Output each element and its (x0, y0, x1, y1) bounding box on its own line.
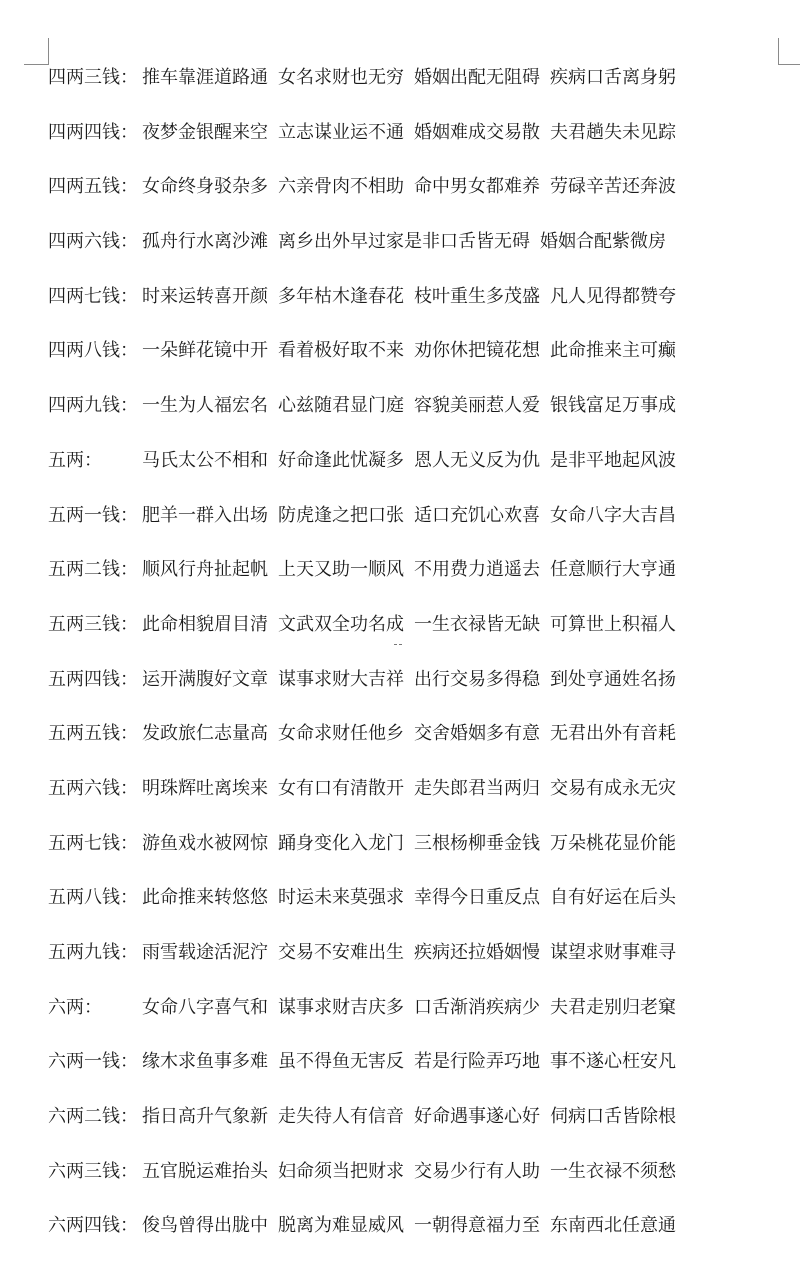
verse-phrase: 五官脱运难抬头 (142, 1160, 268, 1182)
verse-phrase: 若是行险弄巧地 (414, 1051, 540, 1073)
verse-phrase: 上天又助一顺风 (278, 559, 404, 581)
verse-phrase: 此命相貌眉目清 (142, 613, 268, 635)
line-label: 五两四钱： (48, 668, 138, 690)
text-line (48, 333, 788, 388)
verse-phrase: 交易有成永无灾 (550, 777, 676, 799)
line-label: 四两九钱： (48, 395, 138, 417)
verse-phrase: 不用费力逍遥去 (414, 559, 540, 581)
line-label: 五两二钱： (48, 559, 138, 581)
verse-phrase: 妇命须当把财求 (278, 1160, 404, 1182)
verse-phrase: 女有口有清散开 (278, 777, 404, 799)
verse-phrase: 到处亨通姓名扬 (550, 668, 676, 690)
line-label: 五两七钱： (48, 832, 138, 854)
text-line (48, 1099, 788, 1154)
verse-phrase: 伺病口舌皆除根 (550, 1106, 676, 1128)
text-body (48, 60, 788, 1263)
text-line (48, 552, 788, 607)
verse-phrase: 女名求财也无穷 (278, 67, 404, 88)
verse-phrase: 走失郎君当两归 (414, 777, 540, 799)
verse-phrase: 女命求财任他乡 (278, 723, 404, 745)
text-line (48, 115, 788, 170)
line-label: 四两五钱： (48, 176, 138, 198)
verse-phrase: 命中男女都难养 (414, 176, 540, 198)
verse-phrase: 幸得今日重反点 (414, 887, 540, 909)
verse-phrase: 夫君走别归老窠 (550, 996, 676, 1018)
verse-phrase: 夫君趟失未见踪 (550, 121, 676, 143)
verse-phrase: 交舍婚姻多有意 (414, 723, 540, 745)
verse-phrase: 此命推来主可癫 (550, 340, 676, 362)
verse-phrase: 恩人无义反为仇 (414, 449, 540, 471)
verse-phrase: 疾病还拉婚姻慢 (414, 942, 540, 963)
text-line (48, 1208, 788, 1263)
verse-phrase: 顺风行舟扯起帆 (142, 559, 268, 581)
verse-phrase: 一生为人福宏名 (142, 395, 268, 417)
line-label: 四两八钱： (48, 340, 138, 362)
verse-phrase: 是非平地起风波 (550, 449, 676, 471)
line-label: 五两一钱： (48, 504, 138, 526)
text-line (48, 935, 788, 990)
verse-phrase: 一生衣禄不须愁 (550, 1160, 676, 1182)
text-line (48, 1154, 788, 1209)
verse-phrase: 脱离为难显威风 (278, 1215, 404, 1237)
verse-phrase: 三根杨柳垂金钱 (414, 832, 540, 854)
line-label: 五两八钱： (48, 887, 138, 909)
line-label: 四两七钱： (48, 285, 138, 307)
verse-phrase: 踊身变化入龙门 (278, 832, 404, 854)
verse-phrase: 女命终身驳杂多 (142, 176, 268, 198)
margin-corner-mark-left (24, 38, 49, 65)
line-label: 四两四钱： (48, 121, 138, 143)
verse-phrase: 好命遇事遂心好 (414, 1106, 540, 1128)
verse-phrase: 谋事求财吉庆多 (278, 996, 404, 1018)
verse-phrase: 一朵鲜花镜中开 (142, 340, 268, 362)
text-line (48, 1044, 788, 1099)
verse-phrase: 谋望求财事难寻 (550, 942, 676, 963)
verse-phrase: 俊鸟曾得出胧中 (142, 1215, 268, 1237)
verse-phrase: 适口充饥心欢喜 (414, 504, 540, 526)
text-line (48, 388, 788, 443)
verse-phrase: 婚姻难成交易散 (414, 121, 540, 143)
line-label: 六两： (48, 996, 102, 1018)
verse-phrase: 可算世上积福人 (550, 613, 676, 635)
verse-phrase: 明珠辉吐离埃来 (142, 777, 268, 799)
verse-phrase: 出行交易多得稳 (414, 668, 540, 690)
verse-phrase: 劳碌辛苦还奔波 (550, 176, 676, 198)
verse-phrase: 东南西北任意通 (550, 1215, 676, 1237)
verse-phrase: 一朝得意福力至 (414, 1215, 540, 1237)
verse-phrase: 防虎逢之把口张 (278, 504, 404, 526)
verse-phrase: 六亲骨肉不相助 (278, 176, 404, 198)
verse-phrase: 发政旅仁志量高 (142, 723, 268, 745)
verse-phrase: 离乡出外早过家是非口舌皆无碍 (278, 231, 530, 253)
verse-phrase: 口舌渐消疾病少 (414, 996, 540, 1018)
verse-phrase: 自有好运在后头 (550, 887, 676, 909)
verse-phrase: 无君出外有音耗 (550, 723, 676, 745)
line-label: 六两二钱： (48, 1106, 138, 1128)
line-label: 五两五钱： (48, 723, 138, 745)
line-label: 五两六钱： (48, 777, 138, 799)
line-label: 六两三钱： (48, 1160, 138, 1182)
verse-phrase: 容貌美丽惹人爱 (414, 395, 540, 417)
verse-phrase: 任意顺行大亨通 (550, 559, 676, 581)
text-line (48, 771, 788, 826)
verse-phrase: 心兹随君显门庭 (278, 395, 404, 417)
verse-phrase: 万朵桃花显价能 (550, 832, 676, 854)
line-label: 五两： (48, 449, 102, 471)
verse-phrase: 劝你休把镜花想 (414, 340, 540, 362)
text-line (48, 498, 788, 553)
line-label: 四两三钱： (48, 67, 138, 88)
verse-phrase: 运开满腹好文章 (142, 668, 268, 690)
verse-phrase: 文武双全功名成 (278, 613, 404, 635)
text-line (48, 224, 788, 279)
verse-phrase: 缘木求鱼事多难 (142, 1051, 268, 1073)
line-label: 四两六钱： (48, 231, 138, 253)
verse-phrase: 枝叶重生多茂盛 (414, 285, 540, 307)
text-cursor-mark (394, 644, 402, 648)
verse-phrase: 肥羊一群入出场 (142, 504, 268, 526)
line-label: 五两三钱： (48, 613, 138, 635)
verse-phrase: 雨雪载途活泥泞 (142, 942, 268, 963)
line-label: 六两四钱： (48, 1215, 138, 1237)
text-line (48, 279, 788, 334)
verse-phrase: 走失待人有信音 (278, 1106, 404, 1128)
text-line (48, 880, 788, 935)
verse-phrase: 银钱富足万事成 (550, 395, 676, 417)
verse-phrase: 看着极好取不来 (278, 340, 404, 362)
verse-phrase: 交易少行有人助 (414, 1160, 540, 1182)
verse-phrase: 一生衣禄皆无缺 (414, 613, 540, 635)
verse-phrase: 疾病口舌离身躬 (550, 67, 676, 88)
text-line (48, 60, 788, 115)
verse-phrase: 女命八字大吉昌 (550, 504, 676, 526)
verse-phrase: 马氏太公不相和 (142, 449, 268, 471)
verse-phrase: 虽不得鱼无害反 (278, 1051, 404, 1073)
text-line (48, 716, 788, 771)
verse-phrase: 游鱼戏水被网惊 (142, 832, 268, 854)
verse-phrase: 立志谋业运不通 (278, 121, 404, 143)
verse-phrase: 此命推来转悠悠 (142, 887, 268, 909)
verse-phrase: 时运未来莫强求 (278, 887, 404, 909)
verse-phrase: 指日高升气象新 (142, 1106, 268, 1128)
verse-phrase: 时来运转喜开颜 (142, 285, 268, 307)
line-label: 五两九钱： (48, 942, 138, 963)
text-line (48, 990, 788, 1045)
verse-phrase: 好命逢此忧凝多 (278, 449, 404, 471)
verse-phrase: 凡人见得都赞夸 (550, 285, 676, 307)
text-line (48, 826, 788, 881)
verse-phrase: 事不遂心枉安凡 (550, 1051, 676, 1073)
text-line (48, 443, 788, 498)
text-line (48, 607, 788, 662)
text-line (48, 169, 788, 224)
line-label: 六两一钱： (48, 1051, 138, 1073)
verse-phrase: 推车靠涯道路通 (142, 67, 268, 88)
verse-phrase: 孤舟行水离沙滩 (142, 231, 268, 253)
verse-phrase: 婚姻出配无阻碍 (414, 67, 540, 88)
verse-phrase: 交易不安难出生 (278, 942, 404, 963)
verse-phrase: 夜梦金银醒来空 (142, 121, 268, 143)
verse-phrase: 婚姻合配紫微房 (540, 231, 666, 253)
verse-phrase: 谋事求财大吉祥 (278, 668, 404, 690)
verse-phrase: 女命八字喜气和 (142, 996, 268, 1018)
text-line (48, 662, 788, 717)
verse-phrase: 多年枯木逢春花 (278, 285, 404, 307)
